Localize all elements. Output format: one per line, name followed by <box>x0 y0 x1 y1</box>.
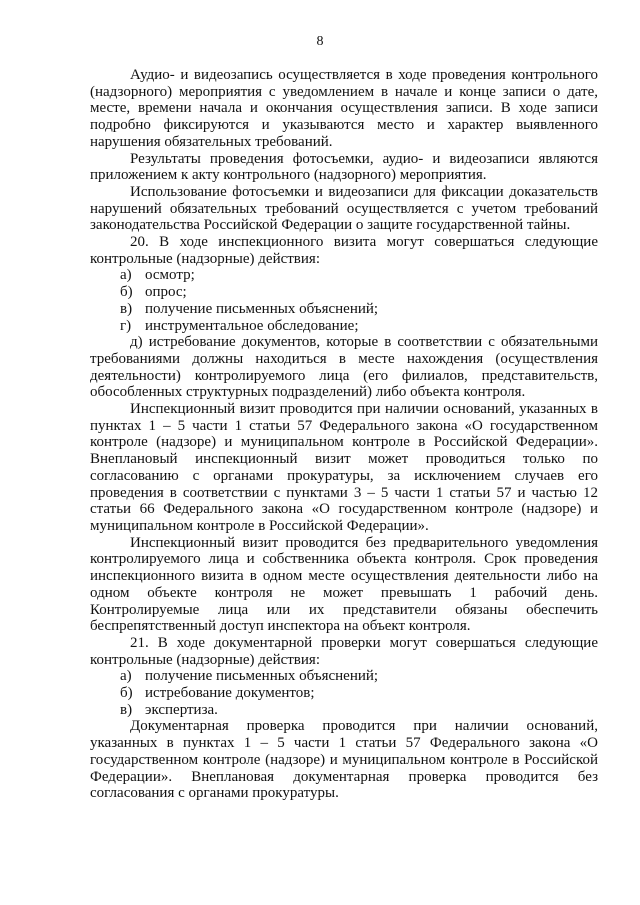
list-marker: в) <box>120 300 133 317</box>
list-item-text: получение письменных объяснений; <box>145 300 379 317</box>
list-item <box>90 685 598 702</box>
page-number: 8 <box>316 34 324 49</box>
list-item-text: инструментальное обследование; <box>145 317 359 334</box>
list-item-text: осмотр; <box>145 267 195 284</box>
paragraph-item-20-d: д) истребование документов, которые в соответствии с обязательными требованиями должны находиться в месте нахождения (осуществления деятельности) контролируемого лица (его филиалов, представительств, обособленных структурных подразделений) либо объекта контроля. <box>90 334 598 401</box>
list-item <box>90 318 598 335</box>
list-marker: а) <box>120 668 132 685</box>
paragraph-photo-video-use: Использование фотосъемки и видеозаписи для фиксации доказательств нарушений обязательных требований осуществляется с учетом требований законодательства Российской Федерации о защите государственной тайны. <box>90 183 598 234</box>
list-item-text: опрос; <box>145 284 187 301</box>
paragraph-inspection-notice: Инспекционный визит проводится без предварительного уведомления контролируемого лица и собственника объекта контроля. Срок проведения инспекционного визита в одном месте осуществления деятельности либо на одном объекте контроля не может превышать 1 рабочий день. Контролируемые лица или их представители обязаны обеспечить беспрепятственный доступ инспектора на объект контроля. <box>90 534 598 635</box>
list-item-text: экспертиза. <box>145 701 218 718</box>
list-marker: а) <box>120 267 132 284</box>
paragraph-inspection-grounds: Инспекционный визит проводится при наличии оснований, указанных в пунктах 1 – 5 части 1 статьи 57 Федерального закона «О государственном контроле (надзоре) и муниципальном контроле в Российской Федерации». Внеплановый инспекционный визит может проводиться только по согласованию с органами прокуратуры, за исключением случаев его проведения в соответствии с пунктами 3 – 5 части 1 статьи 57 и частью 12 статьи 66 Федерального закона «О государственном контроле (надзоре) и муниципальном контроле в Российской Федерации». <box>90 401 598 534</box>
list-item <box>90 301 598 318</box>
document-body <box>90 67 598 802</box>
list-item <box>90 284 598 301</box>
list-marker: г) <box>120 317 132 334</box>
list-item-text: получение письменных объяснений; <box>145 668 379 685</box>
paragraph-item-21: 21. В ходе документарной проверки могут совершаться следующие контрольные (надзорные) действия: <box>90 634 598 668</box>
list-marker: б) <box>120 284 133 301</box>
list-item-text: истребование документов; <box>145 685 315 702</box>
paragraph-item-20: 20. В ходе инспекционного визита могут совершаться следующие контрольные (надзорные) действия: <box>90 234 598 267</box>
list-item <box>90 267 598 284</box>
list-marker: в) <box>120 701 133 718</box>
list-item <box>90 668 598 685</box>
paragraph-results: Результаты проведения фотосъемки, аудио- и видеозаписи являются приложением к акту контрольного (надзорного) мероприятия. <box>90 150 598 184</box>
paragraph-documentary-check: Документарная проверка проводится при наличии оснований, указанных в пунктах 1 – 5 части 1 статьи 57 Федерального закона «О государственном контроле (надзоре) и муниципальном контроле в Российской Федерации». Внеплановая документарная проверка проводится без согласования с органами прокуратуры. <box>90 718 598 802</box>
list-item <box>90 702 598 719</box>
list-marker: б) <box>120 685 133 702</box>
paragraph-audio-video: Аудио- и видеозапись осуществляется в ходе проведения контрольного (надзорного) мероприятия с уведомлением в начале и конце записи о дате, месте, времени начала и окончания осуществления записи. В ходе записи подробно фиксируются и указываются место и характер выявленного нарушения обязательных требований. <box>90 67 598 150</box>
